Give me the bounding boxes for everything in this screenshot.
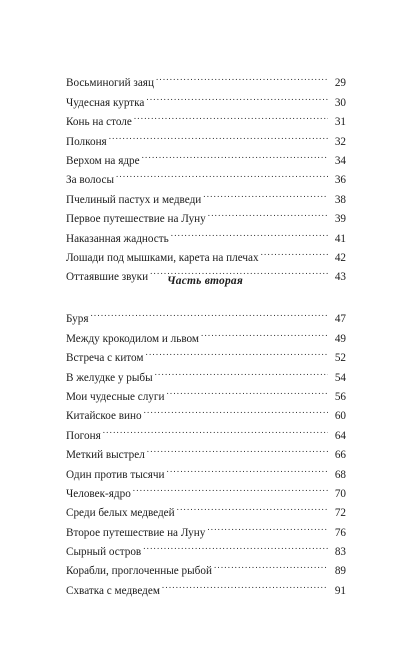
toc-entry-page: 52 <box>334 352 346 365</box>
toc-entry-title: Среди белых медведей <box>66 507 175 520</box>
toc-entry-title: Конь на столе <box>66 116 132 129</box>
toc-entry-page: 66 <box>334 449 346 462</box>
toc-entry-page: 76 <box>334 526 346 539</box>
toc-entry-title: Схватка с медведем <box>66 584 160 597</box>
dot-leader <box>261 242 328 261</box>
toc-entry <box>66 67 346 90</box>
toc-entry-page: 64 <box>334 429 346 442</box>
dot-leader <box>177 497 328 516</box>
toc-entry-page: 43 <box>334 271 346 284</box>
dot-leader <box>109 125 328 144</box>
dot-leader <box>90 303 328 322</box>
dot-leader <box>133 478 328 497</box>
toc-entry-title: Человек-ядро <box>66 487 131 500</box>
dot-leader <box>166 381 328 400</box>
toc-entry-title: Первое путешествие на Луну <box>66 213 206 226</box>
toc-entry <box>66 419 346 442</box>
toc-entry-title: Корабли, проглоченные рыбой <box>66 565 212 578</box>
dot-leader <box>142 145 328 164</box>
dot-leader <box>147 439 328 458</box>
part-two-heading: Часть вторая <box>166 275 244 287</box>
toc-entry-title: Верхом на ядре <box>66 154 140 167</box>
toc-entry-title: Встреча с китом <box>66 352 144 365</box>
toc-entry-page: 39 <box>334 213 346 226</box>
toc-entry-title: Погоня <box>66 429 101 442</box>
toc-entry-title: Пчелиный пастух и медведи <box>66 193 202 206</box>
toc-entry-page: 29 <box>334 77 346 90</box>
toc-entry-title: Буря <box>66 313 89 326</box>
toc-entry <box>66 322 346 345</box>
toc-entry-page: 89 <box>334 565 346 578</box>
dot-leader <box>207 516 328 535</box>
toc-part-two-list <box>66 303 346 597</box>
dot-leader <box>116 164 328 183</box>
toc-entry <box>66 303 346 326</box>
toc-entry-title: Полконя <box>66 135 107 148</box>
dot-leader <box>155 361 328 380</box>
toc-entry-title: В желудке у рыбы <box>66 371 153 384</box>
toc-entry-title: Один против тысячи <box>66 468 165 481</box>
toc-entry-page: 49 <box>334 332 346 345</box>
toc-entry-page: 38 <box>334 193 346 206</box>
toc-entry-title: За волосы <box>66 174 114 187</box>
toc-entry-title: Между крокодилом и львом <box>66 332 199 345</box>
dot-leader <box>156 67 328 86</box>
toc-entry-page: 30 <box>334 96 346 109</box>
toc-entry-title: Меткий выстрел <box>66 449 145 462</box>
toc-entry-title: Наказанная жадность <box>66 232 169 245</box>
dot-leader <box>146 342 328 361</box>
toc-entry-title: Чудесная куртка <box>66 96 145 109</box>
dot-leader <box>203 183 328 202</box>
dot-leader <box>201 322 328 341</box>
toc-entry-title: Лошади под мышками, карета на плечах <box>66 251 259 264</box>
dot-leader <box>214 555 328 574</box>
toc-entry-page: 54 <box>334 371 346 384</box>
toc-entry-title: Оттаявшие звуки <box>66 271 149 284</box>
toc-entry-page: 31 <box>334 116 346 129</box>
toc-entry-title: Китайское вино <box>66 410 142 423</box>
dot-leader <box>162 574 328 593</box>
toc-entry-page: 72 <box>334 507 346 520</box>
toc-entry-title: Мои чудесные слуги <box>66 390 165 403</box>
toc-entry-page: 60 <box>334 410 346 423</box>
toc-entry-page: 91 <box>334 584 346 597</box>
toc-entry-page: 36 <box>334 174 346 187</box>
dot-leader <box>103 419 328 438</box>
toc-entry-page: 56 <box>334 390 346 403</box>
dot-leader <box>167 458 328 477</box>
toc-entry-title: Восьминогий заяц <box>66 77 154 90</box>
dot-leader <box>146 86 328 105</box>
toc-entry-page: 34 <box>334 154 346 167</box>
toc-entry-title: Сырный остров <box>66 546 142 559</box>
toc-entry-page: 68 <box>334 468 346 481</box>
dot-leader <box>208 203 328 222</box>
toc-entry-page: 83 <box>334 546 346 559</box>
dot-leader <box>144 400 328 419</box>
dot-leader <box>134 106 328 125</box>
toc-entry <box>66 439 346 462</box>
toc-entry-page: 32 <box>334 135 346 148</box>
dot-leader <box>171 222 328 241</box>
toc-entry-page: 47 <box>334 313 346 326</box>
toc-entry <box>66 125 346 148</box>
toc-entry-page: 41 <box>334 232 346 245</box>
dot-leader <box>143 536 328 555</box>
toc-entry-title: Второе путешествие на Луну <box>66 526 206 539</box>
toc-entry-page: 70 <box>334 487 346 500</box>
toc-entry-page: 42 <box>334 251 346 264</box>
